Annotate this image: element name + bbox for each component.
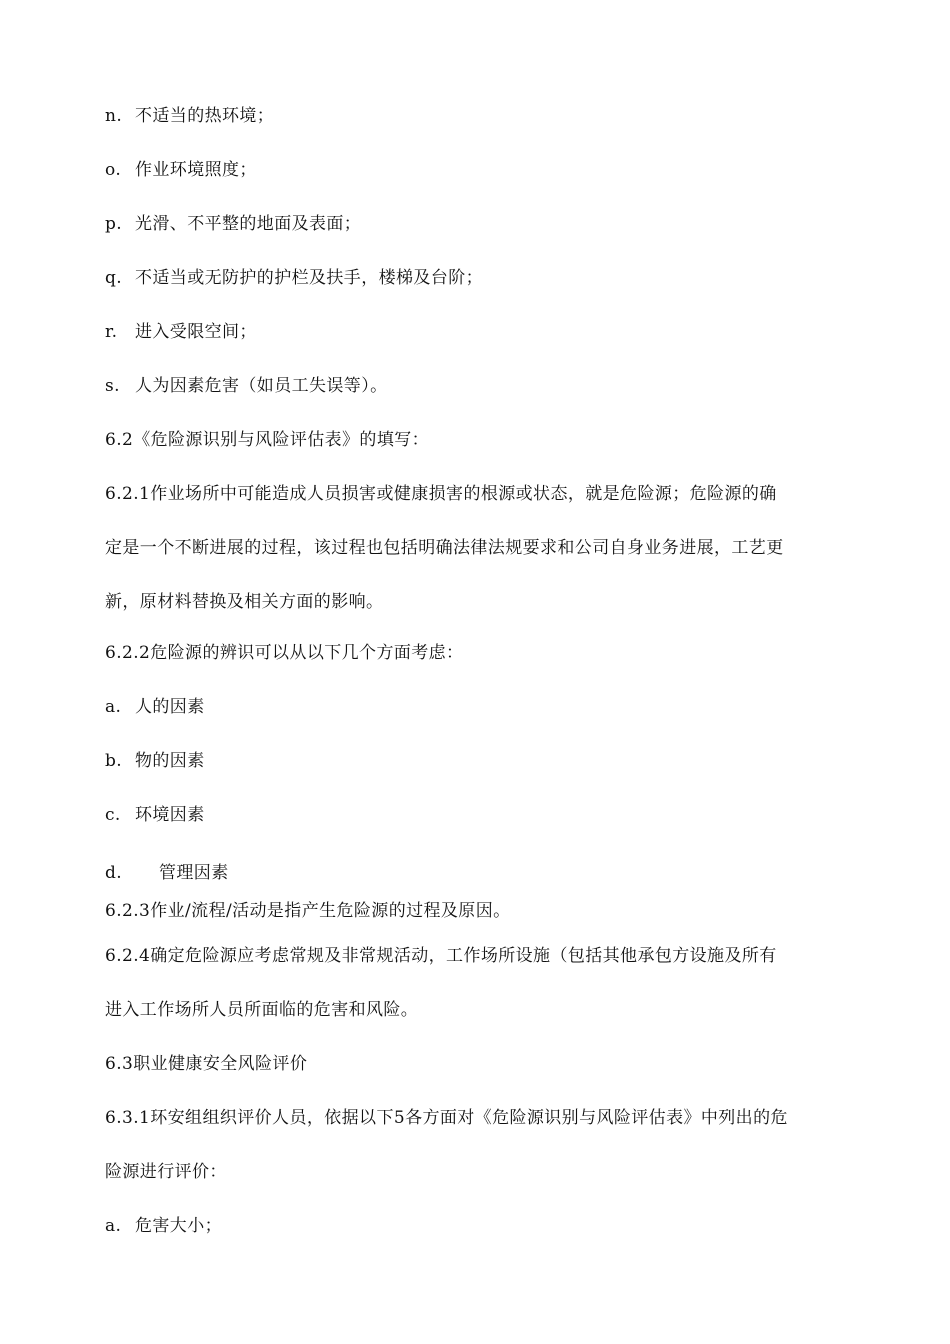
list-text: 人为因素危害（如员工失误等）。	[135, 376, 388, 396]
paragraph-line: 6.3.1环安组组织评价人员，依据以下5各方面对《危险源识别与风险评估表》中列出的危	[105, 1108, 788, 1128]
list-item	[105, 861, 229, 885]
list-marker: a.	[105, 1216, 122, 1236]
list-marker: p.	[105, 214, 123, 234]
list-text: 作业环境照度；	[135, 160, 257, 180]
list-text: 光滑、不平整的地面及表面；	[135, 214, 362, 234]
list-marker: d.	[105, 863, 123, 883]
list-text: 不适当或无防护的护栏及扶手，楼梯及台阶；	[135, 268, 483, 288]
paragraph-line: 险源进行评价：	[105, 1162, 227, 1182]
list-marker: s.	[105, 376, 120, 396]
list-marker: r.	[105, 322, 118, 342]
paragraph-line: 6.2.1作业场所中可能造成人员损害或健康损害的根源或状态，就是危险源；危险源的确	[105, 484, 777, 504]
paragraph-line: 新，原材料替换及相关方面的影响。	[105, 592, 384, 612]
paragraph-line: 6.2.2危险源的辨识可以从以下几个方面考虑：	[105, 643, 464, 663]
list-marker: q.	[105, 268, 123, 288]
list-text: 进入受限空间；	[135, 322, 257, 342]
list-item	[105, 374, 388, 398]
list-text: 物的因素	[135, 751, 205, 771]
list-item	[105, 158, 257, 182]
list-item	[105, 212, 361, 236]
paragraph-line: 进入工作场所人员所面临的危害和风险。	[105, 1000, 419, 1020]
list-text: 管理因素	[159, 863, 229, 883]
list-text: 危害大小；	[135, 1216, 222, 1236]
list-marker: o.	[105, 160, 122, 180]
paragraph-line: 6.2.3作业/流程/活动是指产生危险源的过程及原因。	[105, 901, 511, 921]
list-text: 环境因素	[135, 805, 205, 825]
list-marker: n.	[105, 106, 123, 126]
list-item	[105, 320, 257, 344]
section-heading: 6.3职业健康安全风险评价	[105, 1054, 308, 1074]
paragraph-line: 6.2.4确定危险源应考虑常规及非常规活动，工作场所设施（包括其他承包方设施及所有	[105, 946, 777, 966]
list-text: 人的因素	[135, 697, 205, 717]
list-item	[105, 803, 205, 827]
list-item	[105, 695, 205, 719]
section-heading: 6.2《危险源识别与风险评估表》的填写：	[105, 430, 430, 450]
list-item	[105, 104, 274, 128]
list-marker: a.	[105, 697, 122, 717]
list-marker: c.	[105, 805, 121, 825]
list-marker: b.	[105, 751, 123, 771]
paragraph-line: 定是一个不断进展的过程，该过程也包括明确法律法规要求和公司自身业务进展，工艺更	[105, 538, 784, 558]
list-item	[105, 749, 205, 773]
list-text: 不适当的热环境；	[135, 106, 275, 126]
list-item	[105, 266, 483, 290]
list-item	[105, 1214, 222, 1238]
